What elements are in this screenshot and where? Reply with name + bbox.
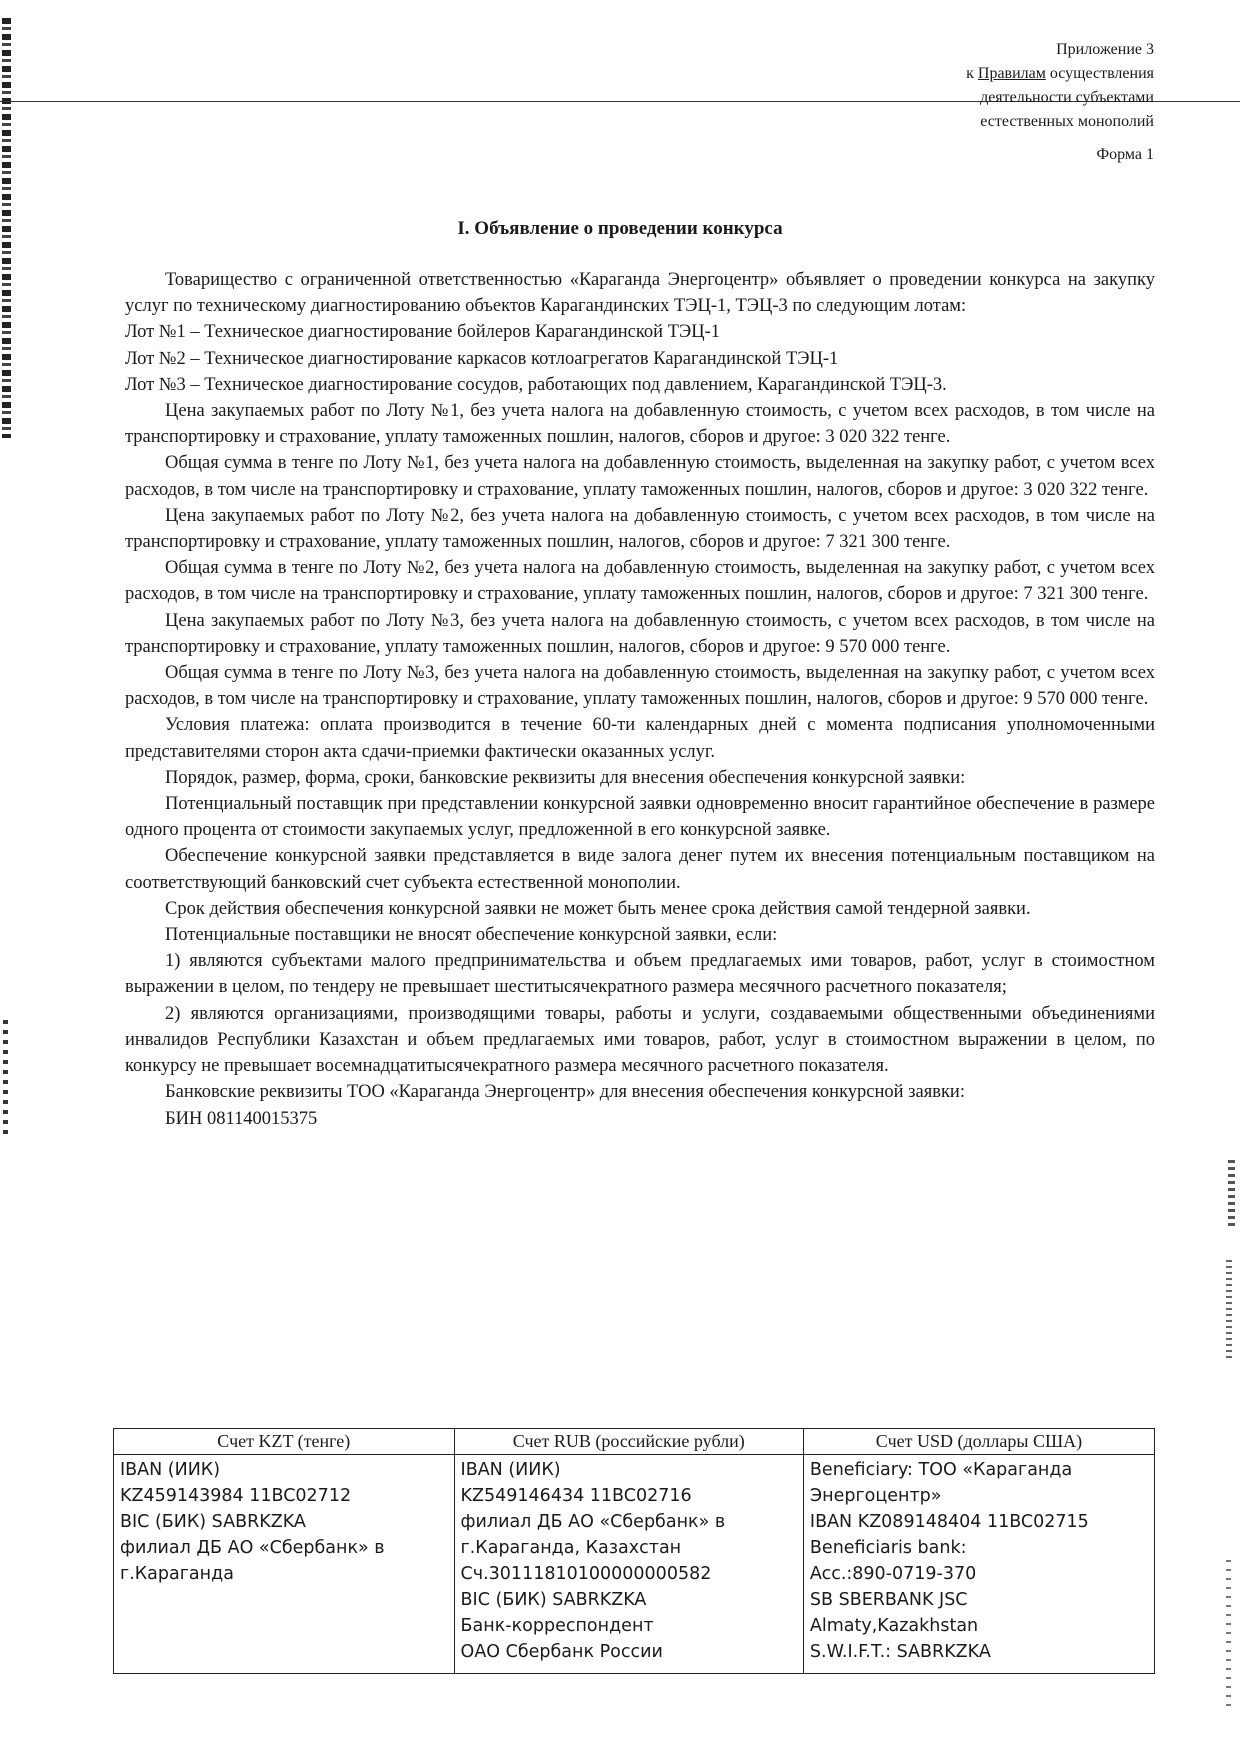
bank-detail-line: Beneficiaris bank:: [809, 1538, 967, 1558]
paragraph: Банковские реквизиты ТОО «Караганда Энергоцентр» для внесения обеспечения конкурсной заявки:: [165, 1082, 965, 1103]
rules-link[interactable]: Правилам: [977, 65, 1046, 82]
lot-item: Лот №1 – Техническое диагностирование бойлеров Карагандинской ТЭЦ-1: [125, 322, 720, 343]
bank-detail-line: BIC (БИК) SABRKZKA: [120, 1512, 306, 1532]
bank-detail-line: г.Караганда: [120, 1564, 234, 1584]
bank-detail-line: Банк-корреспондент: [460, 1616, 654, 1636]
bank-detail-line: IBAN (ИИК): [120, 1460, 221, 1480]
paragraph: Срок действия обеспечения конкурсной заявки не может быть менее срока действия самой тендерной заявки.: [165, 898, 1031, 919]
bank-detail-line: Энергоцентр»: [809, 1486, 942, 1506]
bank-details-table: [113, 1428, 1155, 1674]
paragraph: Условия платежа: оплата производится в течение 60-ти календарных дней с момента подписания уполномоченными представителями сторон акта сдачи-приемки фактически оказанных услуг.: [125, 715, 1155, 762]
bank-detail-line: KZ459143984 11BC02712: [120, 1486, 352, 1506]
paragraph: Общая сумма в тенге по Лоту №2, без учета налога на добавленную стоимость, выделенная на закупку работ, с учетом всех расходов, в том числе на транспортировку и страхование, уплату таможенных пошлин, налогов, сборов и другое: 7 321 300 тенге.: [125, 558, 1155, 605]
paragraph: Цена закупаемых работ по Лоту №2, без учета налога на добавленную стоимость, с учетом всех расходов, в том числе на транспортировку и страхование, уплату таможенных пошлин, налогов, сборов и другое: 7 321 300 тенге.: [125, 505, 1155, 553]
lot-item: Лот №3 – Техническое диагностирование сосудов, работающих под давлением, Карагандинской ТЭЦ-3.: [125, 374, 947, 395]
bank-detail-line: SB SBERBANK JSC: [809, 1590, 968, 1610]
form-label: Форма 1: [1096, 146, 1154, 163]
column-header-rub: Счет RUB (российские рубли): [454, 1429, 803, 1455]
bank-detail-line: ОАО Сбербанк России: [460, 1642, 663, 1662]
appendix-line: Приложение 3: [1056, 41, 1154, 58]
bank-detail-line: Beneficiary: ТОО «Караганда: [809, 1460, 1073, 1480]
scan-edge-mark: [3, 1020, 8, 1140]
paragraph: Цена закупаемых работ по Лоту №3, без учета налога на добавленную стоимость, с учетом всех расходов, в том числе на транспортировку и страхование, уплату таможенных пошлин, налогов, сборов и другое: 9 570 000 тенге.: [125, 610, 1155, 657]
bank-detail-line: филиал ДБ АО «Сбербанк» в: [460, 1512, 726, 1532]
bank-detail-line: Acc.:890-0719-370: [809, 1564, 977, 1584]
appendix-reference: [794, 38, 1154, 134]
rub-account-cell: [454, 1455, 803, 1674]
column-header-usd: Счет USD (доллары США): [803, 1429, 1154, 1455]
paragraph: Общая сумма в тенге по Лоту №3, без учета налога на добавленную стоимость, выделенная на закупку работ, с учетом всех расходов, в том числе на транспортировку и страхование, уплату таможенных пошлин, налогов, сборов и другое: 9 570 000 тенге.: [125, 663, 1155, 710]
appendix-line: деятельности субъектами: [980, 89, 1154, 106]
kzt-account-cell: [114, 1455, 455, 1674]
bank-detail-line: BIC (БИК) SABRKZKA: [460, 1590, 647, 1610]
document-title: I. Объявление о проведении конкурса: [457, 218, 783, 239]
paragraph: 2) являются организациями, производящими товары, работы и услуги, создаваемыми общественными объединениями инвалидов Республики Казахстан и объем предлагаемых ими товаров, работ, услуг в стоимостном выражении в целом, по конкурсу не превышает восемнадцатитысячекратного размера месячного расчетного показателя.: [125, 1003, 1155, 1077]
appendix-line: к Правилам осуществления: [966, 65, 1154, 82]
table-row: [114, 1455, 1155, 1674]
lot-item: Лот №2 – Техническое диагностирование каркасов котлоагрегатов Карагандинской ТЭЦ-1: [125, 348, 839, 369]
paragraph: БИН 081140015375: [165, 1108, 318, 1129]
bank-detail-line: IBAN (ИИК): [460, 1460, 561, 1480]
bank-detail-line: S.W.I.F.T.: SABRKZKA: [809, 1642, 991, 1662]
bank-detail-line: Сч.30111810100000000582: [460, 1564, 712, 1584]
appendix-line: естественных монополий: [980, 113, 1154, 130]
paragraph: Товарищество с ограниченной ответственностью «Караганда Энергоцентр» объявляет о проведении конкурса на закупку услуг по техническому диагностированию объектов Карагандинских ТЭЦ-1, ТЭЦ-3 по следующим лотам:: [125, 270, 1155, 317]
bank-detail-line: KZ549146434 11BC02716: [460, 1486, 692, 1506]
bank-detail-line: г.Караганда, Казахстан: [460, 1538, 682, 1558]
paragraph: Общая сумма в тенге по Лоту №1, без учета налога на добавленную стоимость, выделенная на закупку работ, с учетом всех расходов, в том числе на транспортировку и страхование, уплату таможенных пошлин, налогов, сборов и другое: 3 020 322 тенге.: [125, 453, 1155, 500]
scan-edge-mark: [1226, 1560, 1231, 1710]
usd-account-cell: [803, 1455, 1154, 1674]
scan-edge-mark: [1226, 1260, 1232, 1360]
paragraph: Потенциальные поставщики не вносят обеспечение конкурсной заявки, если:: [165, 925, 778, 946]
bank-detail-line: филиал ДБ АО «Сбербанк» в: [120, 1538, 385, 1558]
table-header-row: [114, 1429, 1155, 1455]
paragraph: Потенциальный поставщик при представлении конкурсной заявки одновременно вносит гарантийное обеспечение в размере одного процента от стоимости закупаемых услуг, предложенной в его конкурсной заявке.: [125, 794, 1155, 841]
paragraph: Цена закупаемых работ по Лоту №1, без учета налога на добавленную стоимость, с учетом всех расходов, в том числе на транспортировку и страхование, уплату таможенных пошлин, налогов, сборов и другое: 3 020 322 тенге.: [125, 401, 1155, 448]
bank-detail-line: IBAN KZ089148404 11BC02715: [809, 1512, 1089, 1532]
announcement-body: [125, 267, 1155, 1132]
bank-detail-line: Almaty,Kazakhstan: [809, 1616, 979, 1636]
paragraph: Порядок, размер, форма, сроки, банковские реквизиты для внесения обеспечения конкурсной заявки:: [165, 767, 966, 788]
scan-edge-mark: [1228, 1160, 1235, 1230]
column-header-kzt: Счет KZT (тенге): [114, 1429, 455, 1455]
paragraph: Обеспечение конкурсной заявки представляется в виде залога денег путем их внесения потенциальным поставщиком на соответствующий банковский счет субъекта естественной монополии.: [125, 846, 1155, 893]
paragraph: 1) являются субъектами малого предпринимательства и объем предлагаемых ими товаров, работ, услуг в стоимостном выражении в целом, по тендеру не превышает шеститысячекратного размера месячного расчетного показателя;: [125, 951, 1155, 998]
